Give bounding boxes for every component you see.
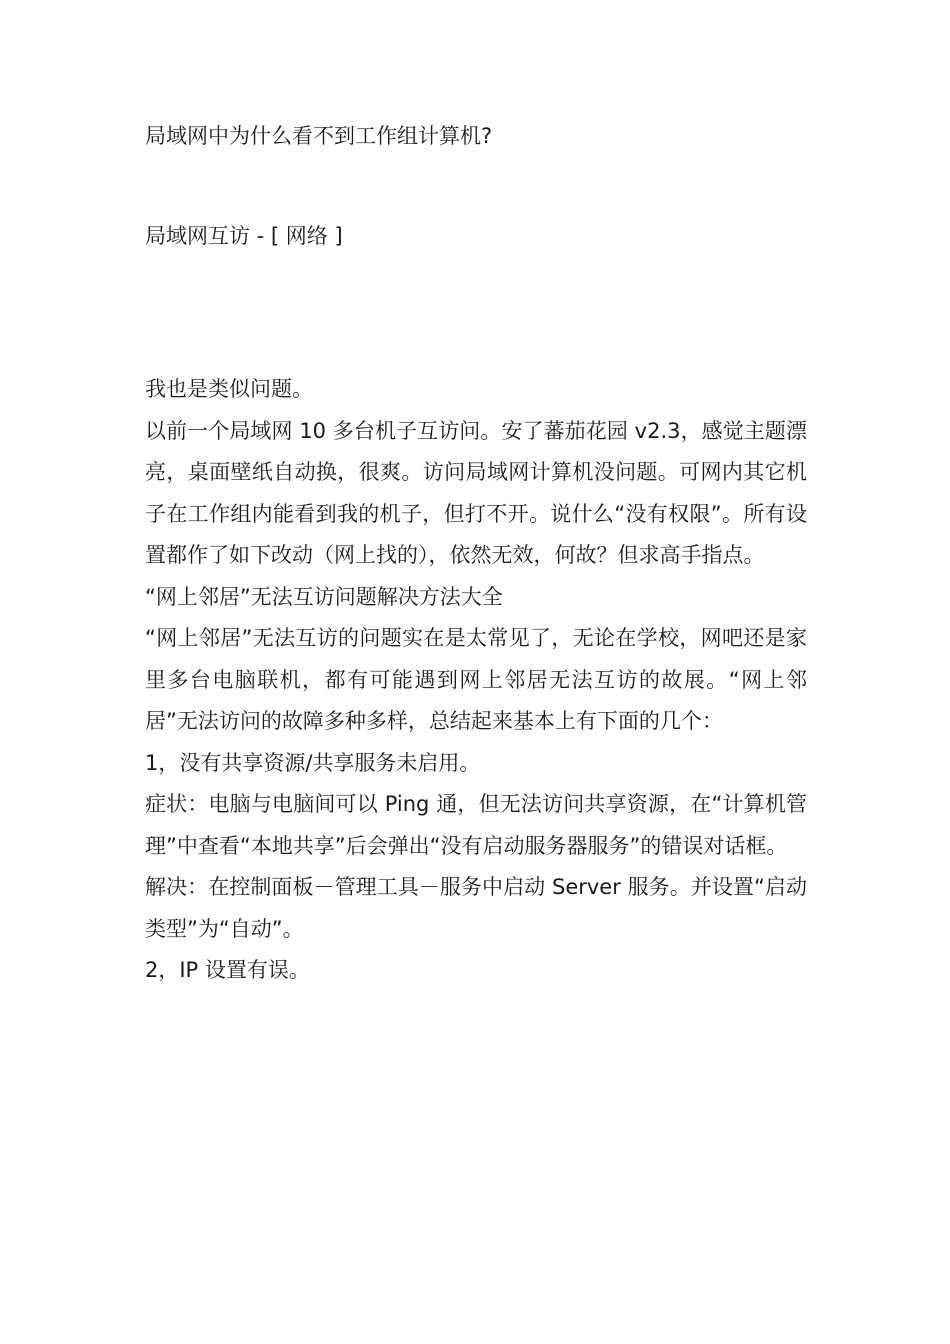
paragraph: 症状：电脑与电脑间可以 Ping 通，但无法访问共享资源，在“计算机管理”中查看“本地共享”后会弹出“没有启动服务器服务”的错误对话框。: [145, 792, 807, 858]
paragraph: 2，IP 设置有误。: [145, 958, 310, 982]
paragraph: 以前一个局域网 10 多台机子互访问。安了蕃茄花园 v2.3，感觉主题漂亮，桌面壁纸自动换，很爽。访问局域网计算机没问题。可网内其它机子在工作组内能看到我的机子，但打不开。说什么“没有权限”。所有设置都作了如下改动（网上找的），依然无效，何故？但求高手指点。: [145, 418, 807, 567]
document-title: 局域网中为什么看不到工作组计算机?: [145, 124, 493, 148]
document-subtitle: 局域网互访 - [ 网络 ]: [145, 224, 343, 248]
document-body: [145, 369, 807, 992]
paragraph: “网上邻居”无法互访的问题实在是太常见了，无论在学校，网吧还是家里多台电脑联机，都有可能遇到网上邻居无法互访的故展。“网上邻居”无法访问的故障多种多样，总结起来基本上有下面的几个：: [145, 626, 807, 733]
paragraph: “网上邻居”无法互访问题解决方法大全: [145, 584, 503, 609]
paragraph: 我也是类似问题。: [145, 377, 313, 401]
paragraph: 1，没有共享资源/共享服务未启用。: [145, 750, 481, 775]
paragraph: 解决：在控制面板－管理工具－服务中启动 Server 服务。并设置“启动类型”为“自动”。: [145, 875, 807, 941]
